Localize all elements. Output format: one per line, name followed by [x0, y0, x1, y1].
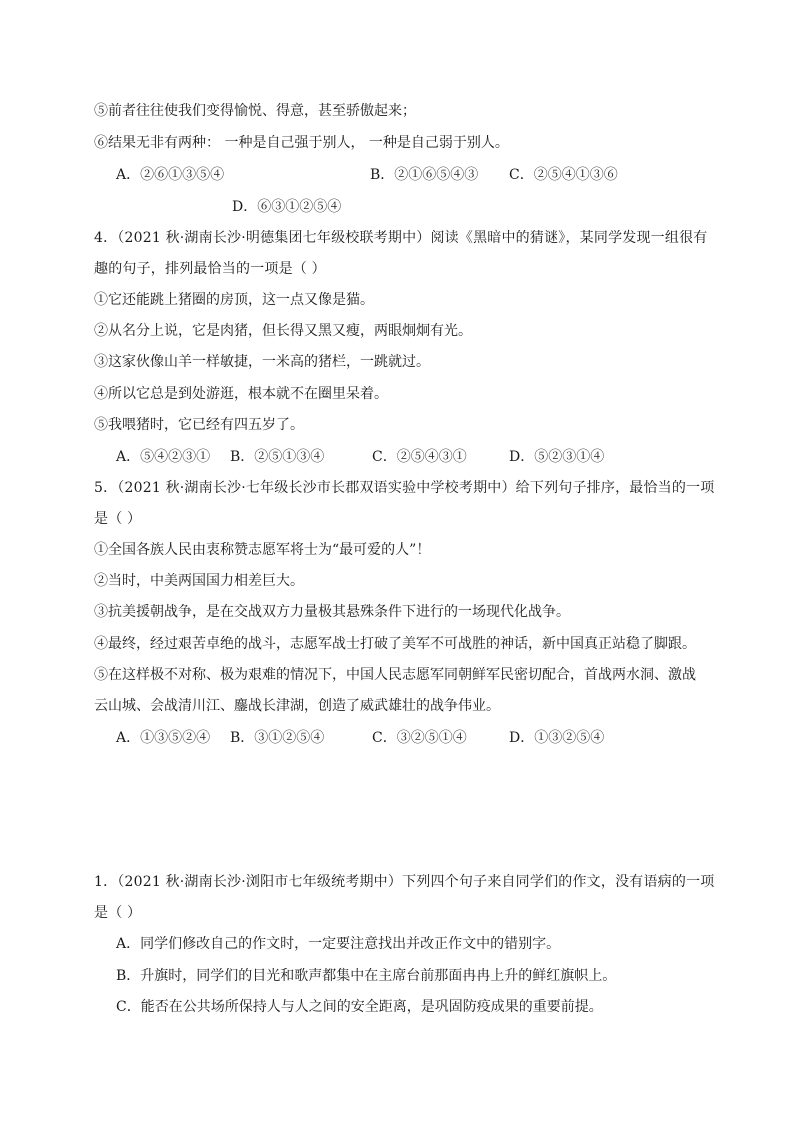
q5-item-4: ④最终，经过艰苦卓绝的战斗，志愿军战士打破了美军不可战胜的神话，新中国真正站稳了脚跟。	[94, 636, 696, 652]
q4-stem-line2: 趣的句子，排列最恰当的一项是（ ）	[94, 261, 326, 277]
q1-stem-line1: 1．（2021 秋·湖南长沙·浏阳市七年级统考期中）下列四个句子来自同学们的作文，没有语病的一项	[94, 874, 715, 890]
q1-option-c[interactable]: C．能否在公共场所保持人与人之间的安全距离，是巩固防疫成果的重要前提。	[116, 999, 603, 1015]
q1-option-b[interactable]: B．升旗时，同学们的目光和歌声都集中在主席台前那面冉冉上升的鲜红旗帜上。	[116, 968, 617, 984]
q5-item-5a: ⑤在这样极不对称、极为艰难的情况下，中国人民志愿军同朝鲜军民密切配合，首战两水洞、激战	[94, 667, 696, 683]
q5-item-2: ②当时，中美两国国力相差巨大。	[94, 573, 304, 589]
q1-stem-line2: 是（ ）	[94, 905, 142, 921]
q4-option-b[interactable]: B．②⑤①③④	[230, 449, 325, 465]
q3-option-a[interactable]: A．②⑥①③⑤④	[116, 167, 225, 183]
q3-item-6: ⑥结果无非有两种： 一种是自己强于别人， 一种是自己弱于别人。	[94, 135, 509, 151]
q4-stem-line1: 4．（2021 秋·湖南长沙·明德集团七年级校联考期中）阅读《黑暗中的猜谜》，某同学发现一组很有	[94, 230, 708, 246]
q4-option-a[interactable]: A．⑤④②③①	[116, 449, 211, 465]
q5-option-d[interactable]: D．①③②⑤④	[509, 730, 605, 746]
q3-item-5: ⑤前者往往使我们变得愉悦、得意，甚至骄傲起来；	[94, 103, 416, 119]
q4-item-3: ③这家伙像山羊一样敏捷，一米高的猪栏，一跳就过。	[94, 354, 430, 370]
q3-option-b[interactable]: B．②①⑥⑤④③	[370, 167, 479, 183]
q3-option-d[interactable]: D．⑥③①②⑤④	[232, 199, 342, 215]
q5-stem-line2: 是（ ）	[94, 511, 142, 527]
q3-option-c[interactable]: C．②⑤④①③⑥	[509, 167, 618, 183]
q4-item-1: ①它还能跳上猪圈的房顶，这一点又像是猫。	[94, 292, 374, 308]
q4-option-c[interactable]: C．②⑤④③①	[372, 449, 467, 465]
q4-option-d[interactable]: D．⑤②③①④	[509, 449, 605, 465]
q4-item-2: ②从名分上说，它是肉猪，但长得又黑又瘦，两眼炯炯有光。	[94, 323, 472, 339]
q1-option-a[interactable]: A．同学们修改自己的作文时，一定要注意找出并改正作文中的错别字。	[116, 936, 561, 952]
q4-item-4: ④所以它总是到处游逛，根本就不在圈里呆着。	[94, 386, 388, 402]
q5-option-a[interactable]: A．①③⑤②④	[116, 730, 211, 746]
q4-item-5: ⑤我喂猪时，它已经有四五岁了。	[94, 417, 304, 433]
q5-option-b[interactable]: B．③①②⑤④	[230, 730, 325, 746]
q5-stem-line1: 5．（2021 秋·湖南长沙·七年级长沙市长郡双语实验中学校考期中）给下列句子排序，最恰当的一项	[94, 480, 715, 496]
q5-item-3: ③抗美援朝战争，是在交战双方力量极其悬殊条件下进行的一场现代化战争。	[94, 604, 570, 620]
q5-item-5b: 云山城、会战清川江、鏖战长津湖，创造了威武雄壮的战争伟业。	[94, 698, 500, 714]
q5-option-c[interactable]: C．③②⑤①④	[372, 730, 467, 746]
q5-item-1: ①全国各族人民由衷称赞志愿军将士为“最可爱的人”！	[94, 542, 431, 558]
